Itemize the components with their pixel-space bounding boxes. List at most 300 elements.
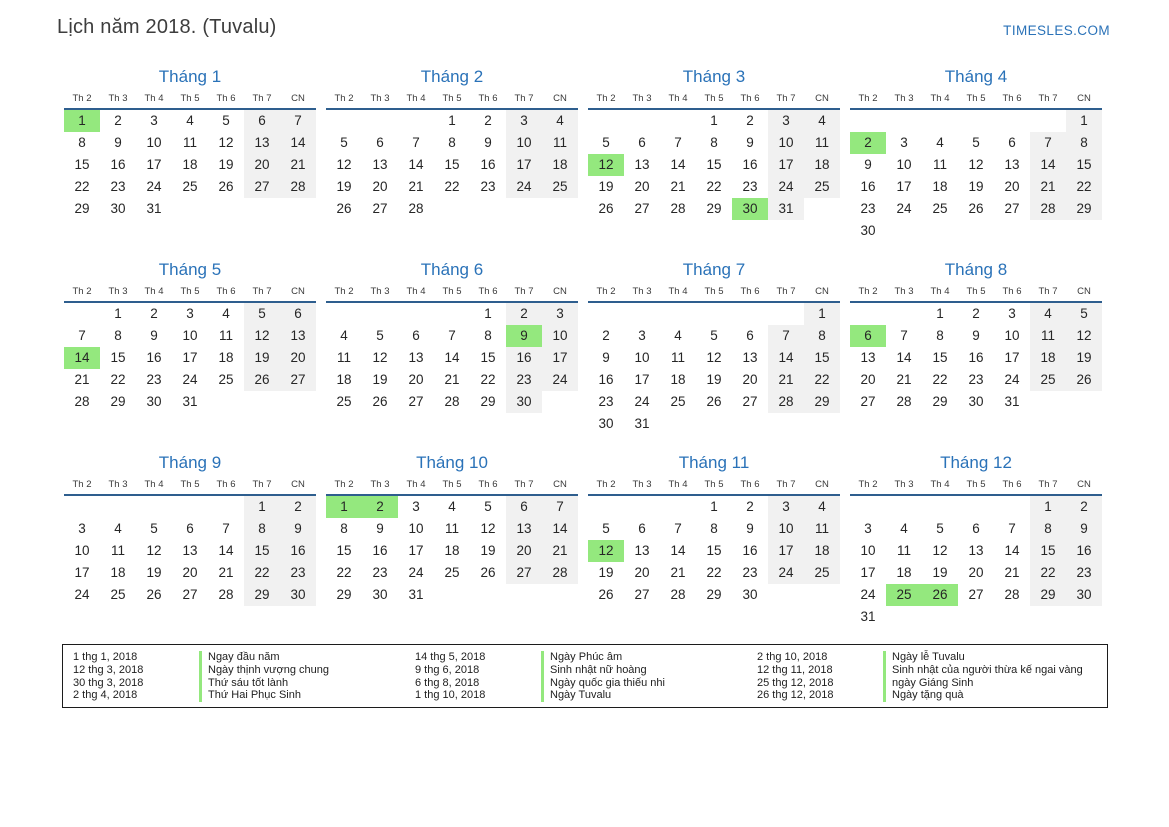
month-card (64, 67, 316, 242)
day-cell: 11 (932, 157, 947, 172)
empty-day-cell (588, 110, 624, 132)
day-cell: 18 (218, 350, 234, 365)
day-cell: 6 (506, 496, 542, 518)
day-cell: 7 (222, 521, 230, 536)
day-cell: 30 (146, 394, 162, 409)
month-card (588, 453, 840, 628)
day-cell: 10 (182, 328, 198, 343)
day-cell: 20 (280, 347, 316, 369)
weekday-header-row (850, 286, 1102, 303)
day-cell: 31 (408, 587, 424, 602)
day-cell: 24 (1004, 372, 1020, 387)
day-cell: 24 (408, 565, 424, 580)
day-cell: 16 (280, 540, 316, 562)
day-cell: 2 (484, 113, 492, 128)
day-cell: 24 (146, 179, 162, 194)
empty-day-cell (64, 303, 100, 325)
weekday-header-row (588, 286, 840, 303)
empty-day-cell (434, 303, 470, 325)
weekday-header-row (326, 286, 578, 303)
day-cell: 8 (710, 135, 718, 150)
day-cell: 17 (860, 565, 876, 580)
legend-group (73, 651, 415, 702)
month-day-grid (64, 303, 316, 413)
day-cell: 11 (336, 350, 351, 365)
day-cell: 30 (1066, 584, 1102, 606)
page-header (0, 0, 1169, 39)
day-cell: 8 (936, 328, 944, 343)
day-cell: 7 (542, 496, 578, 518)
day-cell: 23 (480, 179, 496, 194)
day-cell: 7 (1030, 132, 1066, 154)
day-cell: 31 (768, 198, 804, 220)
weekday-label: Th 4 (930, 286, 950, 297)
day-cell: 12 (336, 157, 352, 172)
day-cell: 4 (900, 521, 908, 536)
day-cell: 3 (78, 521, 86, 536)
empty-day-cell (1030, 220, 1066, 242)
day-cell: 10 (768, 518, 804, 540)
day-cell: 24 (542, 369, 578, 391)
weekday-label: Th 3 (108, 286, 128, 297)
day-cell: 23 (280, 562, 316, 584)
weekday-label: CN (291, 286, 305, 297)
day-cell: 25 (444, 565, 460, 580)
empty-day-cell (362, 110, 398, 132)
day-cell: 7 (1008, 521, 1016, 536)
weekday-label: Th 4 (406, 479, 426, 490)
day-cell: 16 (110, 157, 126, 172)
weekday-label: Th 3 (370, 479, 390, 490)
weekday-label: Th 5 (180, 93, 200, 104)
day-cell: 30 (280, 584, 316, 606)
legend-date: 25 thg 12, 2018 (757, 676, 834, 689)
holiday-day-cell: 30 (732, 198, 768, 220)
day-cell: 29 (480, 394, 496, 409)
day-cell: 11 (896, 543, 911, 558)
weekday-header-row (326, 93, 578, 110)
weekday-label: Th 5 (966, 479, 986, 490)
month-title: Tháng 6 (420, 260, 484, 279)
day-cell: 25 (804, 562, 840, 584)
legend-date: 12 thg 11, 2018 (757, 663, 833, 676)
day-cell: 6 (280, 303, 316, 325)
day-cell: 13 (634, 157, 650, 172)
weekday-label: Th 6 (1002, 93, 1022, 104)
month-day-grid (326, 110, 578, 220)
day-cell: 5 (602, 135, 610, 150)
day-cell: 25 (218, 372, 234, 387)
day-cell: 15 (444, 157, 460, 172)
day-cell: 11 (182, 135, 197, 150)
day-cell: 15 (244, 540, 280, 562)
weekday-label: Th 6 (478, 286, 498, 297)
day-cell: 29 (74, 201, 90, 216)
weekday-label: Th 2 (334, 93, 354, 104)
month-title: Tháng 11 (678, 453, 750, 472)
empty-day-cell (588, 303, 624, 325)
day-cell: 4 (804, 110, 840, 132)
day-cell: 1 (448, 113, 456, 128)
day-cell: 16 (1066, 540, 1102, 562)
day-cell: 19 (598, 565, 614, 580)
empty-day-cell (326, 303, 362, 325)
month-day-grid (850, 110, 1102, 242)
day-cell: 5 (1066, 303, 1102, 325)
day-cell: 29 (804, 391, 840, 413)
day-cell: 3 (542, 303, 578, 325)
day-cell: 14 (670, 543, 686, 558)
weekday-label: Th 3 (108, 479, 128, 490)
holiday-day-cell: 1 (64, 110, 100, 132)
weekday-label: Th 7 (252, 93, 272, 104)
empty-day-cell (696, 413, 732, 435)
empty-day-cell (624, 496, 660, 518)
day-cell: 10 (506, 132, 542, 154)
day-cell: 4 (448, 499, 456, 514)
day-cell: 3 (638, 328, 646, 343)
legend-holiday-name: Ngày Tuvalu (541, 689, 757, 702)
day-cell: 16 (598, 372, 614, 387)
day-cell: 23 (110, 179, 126, 194)
holiday-day-cell: 25 (886, 584, 922, 606)
day-cell: 18 (804, 540, 840, 562)
day-cell: 7 (900, 328, 908, 343)
day-cell: 13 (742, 350, 758, 365)
day-cell: 26 (244, 369, 280, 391)
empty-day-cell (326, 110, 362, 132)
weekday-label: CN (815, 93, 829, 104)
day-cell: 20 (742, 372, 758, 387)
empty-day-cell (922, 606, 958, 628)
empty-day-cell (434, 584, 470, 606)
day-cell: 22 (74, 179, 90, 194)
site-link[interactable]: TIMESLES.COM (1003, 23, 1110, 38)
empty-day-cell (886, 606, 922, 628)
day-cell: 16 (860, 179, 876, 194)
legend-holiday-name: Ngày thịnh vượng chung (199, 664, 415, 677)
weekday-header-row (326, 479, 578, 496)
day-cell: 17 (74, 565, 90, 580)
day-cell: 25 (182, 179, 198, 194)
weekday-label: Th 5 (442, 479, 462, 490)
day-cell: 31 (182, 394, 198, 409)
day-cell: 14 (280, 132, 316, 154)
day-cell: 25 (670, 394, 686, 409)
day-cell: 9 (484, 135, 492, 150)
day-cell: 20 (506, 540, 542, 562)
day-cell: 26 (336, 201, 352, 216)
day-cell: 11 (444, 521, 459, 536)
day-cell: 22 (706, 565, 722, 580)
day-cell: 11 (218, 328, 233, 343)
day-cell: 10 (896, 157, 912, 172)
day-cell: 12 (480, 521, 496, 536)
day-cell: 6 (638, 135, 646, 150)
day-cell: 24 (768, 562, 804, 584)
day-cell: 13 (182, 543, 198, 558)
day-cell: 1 (484, 306, 492, 321)
day-cell: 7 (768, 325, 804, 347)
day-cell: 30 (860, 223, 876, 238)
day-cell: 9 (746, 135, 754, 150)
day-cell: 21 (444, 372, 460, 387)
day-cell: 22 (804, 369, 840, 391)
day-cell: 4 (186, 113, 194, 128)
day-cell: 25 (336, 394, 352, 409)
day-cell: 5 (936, 521, 944, 536)
day-cell: 14 (1004, 543, 1020, 558)
day-cell: 31 (146, 201, 162, 216)
day-cell: 21 (896, 372, 912, 387)
day-cell: 17 (506, 154, 542, 176)
day-cell: 5 (710, 328, 718, 343)
weekday-label: Th 3 (894, 479, 914, 490)
day-cell: 5 (244, 303, 280, 325)
day-cell: 5 (484, 499, 492, 514)
weekday-label: Th 5 (180, 479, 200, 490)
day-cell: 4 (936, 135, 944, 150)
empty-day-cell (208, 496, 244, 518)
day-cell: 8 (78, 135, 86, 150)
weekday-label: Th 5 (704, 479, 724, 490)
day-cell: 15 (336, 543, 352, 558)
day-cell: 8 (1030, 518, 1066, 540)
day-cell: 26 (146, 587, 162, 602)
day-cell: 15 (1066, 154, 1102, 176)
day-cell: 26 (218, 179, 234, 194)
day-cell: 11 (542, 132, 578, 154)
day-cell: 16 (968, 350, 984, 365)
weekday-label: CN (291, 93, 305, 104)
empty-day-cell (470, 198, 506, 220)
weekday-label: Th 2 (596, 479, 616, 490)
day-cell: 31 (634, 416, 650, 431)
day-cell: 10 (860, 543, 876, 558)
day-cell: 29 (336, 587, 352, 602)
weekday-label: Th 6 (478, 479, 498, 490)
empty-day-cell (994, 110, 1030, 132)
day-cell: 20 (182, 565, 198, 580)
weekday-label: Th 7 (1038, 286, 1058, 297)
empty-day-cell (362, 303, 398, 325)
day-cell: 2 (506, 303, 542, 325)
weekday-label: CN (1077, 93, 1091, 104)
day-cell: 8 (804, 325, 840, 347)
weekday-label: CN (291, 479, 305, 490)
empty-day-cell (994, 606, 1030, 628)
day-cell: 23 (372, 565, 388, 580)
weekday-label: Th 2 (858, 93, 878, 104)
weekday-label: Th 4 (406, 93, 426, 104)
day-cell: 18 (110, 565, 126, 580)
day-cell: 14 (768, 347, 804, 369)
day-cell: 29 (244, 584, 280, 606)
day-cell: 11 (804, 518, 840, 540)
day-cell: 24 (860, 587, 876, 602)
day-cell: 21 (218, 565, 234, 580)
weekday-label: Th 4 (930, 479, 950, 490)
day-cell: 13 (408, 350, 424, 365)
empty-day-cell (732, 413, 768, 435)
day-cell: 4 (674, 328, 682, 343)
day-cell: 25 (542, 176, 578, 198)
day-cell: 14 (896, 350, 912, 365)
legend-date: 2 thg 10, 2018 (757, 651, 828, 663)
day-cell: 13 (968, 543, 984, 558)
day-cell: 6 (746, 328, 754, 343)
day-cell: 26 (706, 394, 722, 409)
weekday-label: CN (553, 93, 567, 104)
day-cell: 18 (804, 154, 840, 176)
weekday-label: Th 3 (108, 93, 128, 104)
weekday-label: Th 7 (252, 479, 272, 490)
empty-day-cell (958, 220, 994, 242)
legend-holiday-name: Sinh nhật của người thừa kế ngai vàng (883, 664, 1099, 677)
day-cell: 15 (1030, 540, 1066, 562)
empty-day-cell (1030, 606, 1066, 628)
day-cell: 2 (150, 306, 158, 321)
day-cell: 28 (408, 201, 424, 216)
day-cell: 7 (412, 135, 420, 150)
day-cell: 7 (78, 328, 86, 343)
month-card (326, 260, 578, 435)
empty-day-cell (850, 110, 886, 132)
day-cell: 28 (444, 394, 460, 409)
day-cell: 12 (218, 135, 234, 150)
day-cell: 8 (114, 328, 122, 343)
month-title: Tháng 3 (682, 67, 746, 86)
day-cell: 16 (742, 157, 758, 172)
legend-holiday-name: ngày Giáng Sinh (883, 677, 1099, 690)
day-cell: 7 (674, 521, 682, 536)
day-cell: 28 (1030, 198, 1066, 220)
day-cell: 10 (146, 135, 162, 150)
legend-date: 30 thg 3, 2018 (73, 676, 144, 689)
legend-holiday-name: Ngay đầu năm (199, 651, 415, 664)
empty-day-cell (850, 496, 886, 518)
month-title: Tháng 2 (420, 67, 484, 86)
day-cell: 10 (768, 132, 804, 154)
empty-day-cell (660, 303, 696, 325)
day-cell: 28 (74, 394, 90, 409)
empty-day-cell (398, 303, 434, 325)
day-cell: 17 (1004, 350, 1020, 365)
weekday-label: Th 2 (858, 479, 878, 490)
empty-day-cell (886, 303, 922, 325)
day-cell: 26 (372, 394, 388, 409)
day-cell: 4 (114, 521, 122, 536)
legend-holiday-name: Ngày tặng quà (883, 689, 1099, 702)
day-cell: 16 (506, 347, 542, 369)
day-cell: 11 (670, 350, 685, 365)
day-cell: 21 (670, 565, 686, 580)
day-cell: 24 (768, 176, 804, 198)
day-cell: 28 (768, 391, 804, 413)
legend-date: 9 thg 6, 2018 (415, 663, 480, 676)
month-card (850, 453, 1102, 628)
day-cell: 6 (1008, 135, 1016, 150)
day-cell: 2 (280, 496, 316, 518)
weekday-label: Th 3 (370, 286, 390, 297)
empty-day-cell (136, 496, 172, 518)
day-cell: 15 (480, 350, 496, 365)
day-cell: 13 (280, 325, 316, 347)
day-cell: 20 (634, 565, 650, 580)
day-cell: 2 (1066, 496, 1102, 518)
day-cell: 19 (218, 157, 234, 172)
weekday-label: Th 2 (858, 286, 878, 297)
legend-date: 14 thg 5, 2018 (415, 651, 486, 663)
day-cell: 11 (110, 543, 125, 558)
weekday-header-row (64, 93, 316, 110)
empty-day-cell (624, 110, 660, 132)
day-cell: 17 (768, 154, 804, 176)
day-cell: 31 (860, 609, 876, 624)
legend-date: 2 thg 4, 2018 (73, 689, 138, 702)
month-day-grid (588, 303, 840, 435)
day-cell: 23 (860, 201, 876, 216)
day-cell: 22 (110, 372, 126, 387)
day-cell: 21 (1030, 176, 1066, 198)
weekday-label: Th 6 (216, 286, 236, 297)
weekday-label: CN (553, 286, 567, 297)
legend-holiday-name: Thứ Hai Phục Sinh (199, 689, 415, 702)
day-cell: 26 (968, 201, 984, 216)
empty-day-cell (542, 391, 578, 413)
weekday-label: Th 7 (776, 286, 796, 297)
day-cell: 10 (1004, 328, 1020, 343)
month-day-grid (64, 110, 316, 220)
day-cell: 14 (444, 350, 460, 365)
day-cell: 6 (186, 521, 194, 536)
day-cell: 1 (936, 306, 944, 321)
weekday-label: Th 7 (252, 286, 272, 297)
empty-day-cell (172, 496, 208, 518)
day-cell: 19 (480, 543, 496, 558)
empty-day-cell (624, 303, 660, 325)
day-cell: 11 (1030, 325, 1066, 347)
day-cell: 5 (376, 328, 384, 343)
month-title: Tháng 9 (158, 453, 222, 472)
month-day-grid (64, 496, 316, 606)
empty-day-cell (886, 220, 922, 242)
day-cell: 28 (1004, 587, 1020, 602)
weekday-label: Th 5 (180, 286, 200, 297)
day-cell: 30 (968, 394, 984, 409)
day-cell: 3 (864, 521, 872, 536)
day-cell: 23 (742, 179, 758, 194)
day-cell: 25 (110, 587, 126, 602)
day-cell: 13 (372, 157, 388, 172)
empty-day-cell (398, 110, 434, 132)
day-cell: 20 (1004, 179, 1020, 194)
day-cell: 3 (900, 135, 908, 150)
weekday-label: CN (553, 479, 567, 490)
day-cell: 26 (1066, 369, 1102, 391)
day-cell: 22 (706, 179, 722, 194)
empty-day-cell (64, 496, 100, 518)
day-cell: 19 (598, 179, 614, 194)
month-day-grid (850, 303, 1102, 413)
empty-day-cell (850, 303, 886, 325)
day-cell: 10 (634, 350, 650, 365)
day-cell: 6 (412, 328, 420, 343)
month-card (326, 453, 578, 628)
empty-day-cell (244, 391, 280, 413)
day-cell: 27 (506, 562, 542, 584)
day-cell: 20 (860, 372, 876, 387)
